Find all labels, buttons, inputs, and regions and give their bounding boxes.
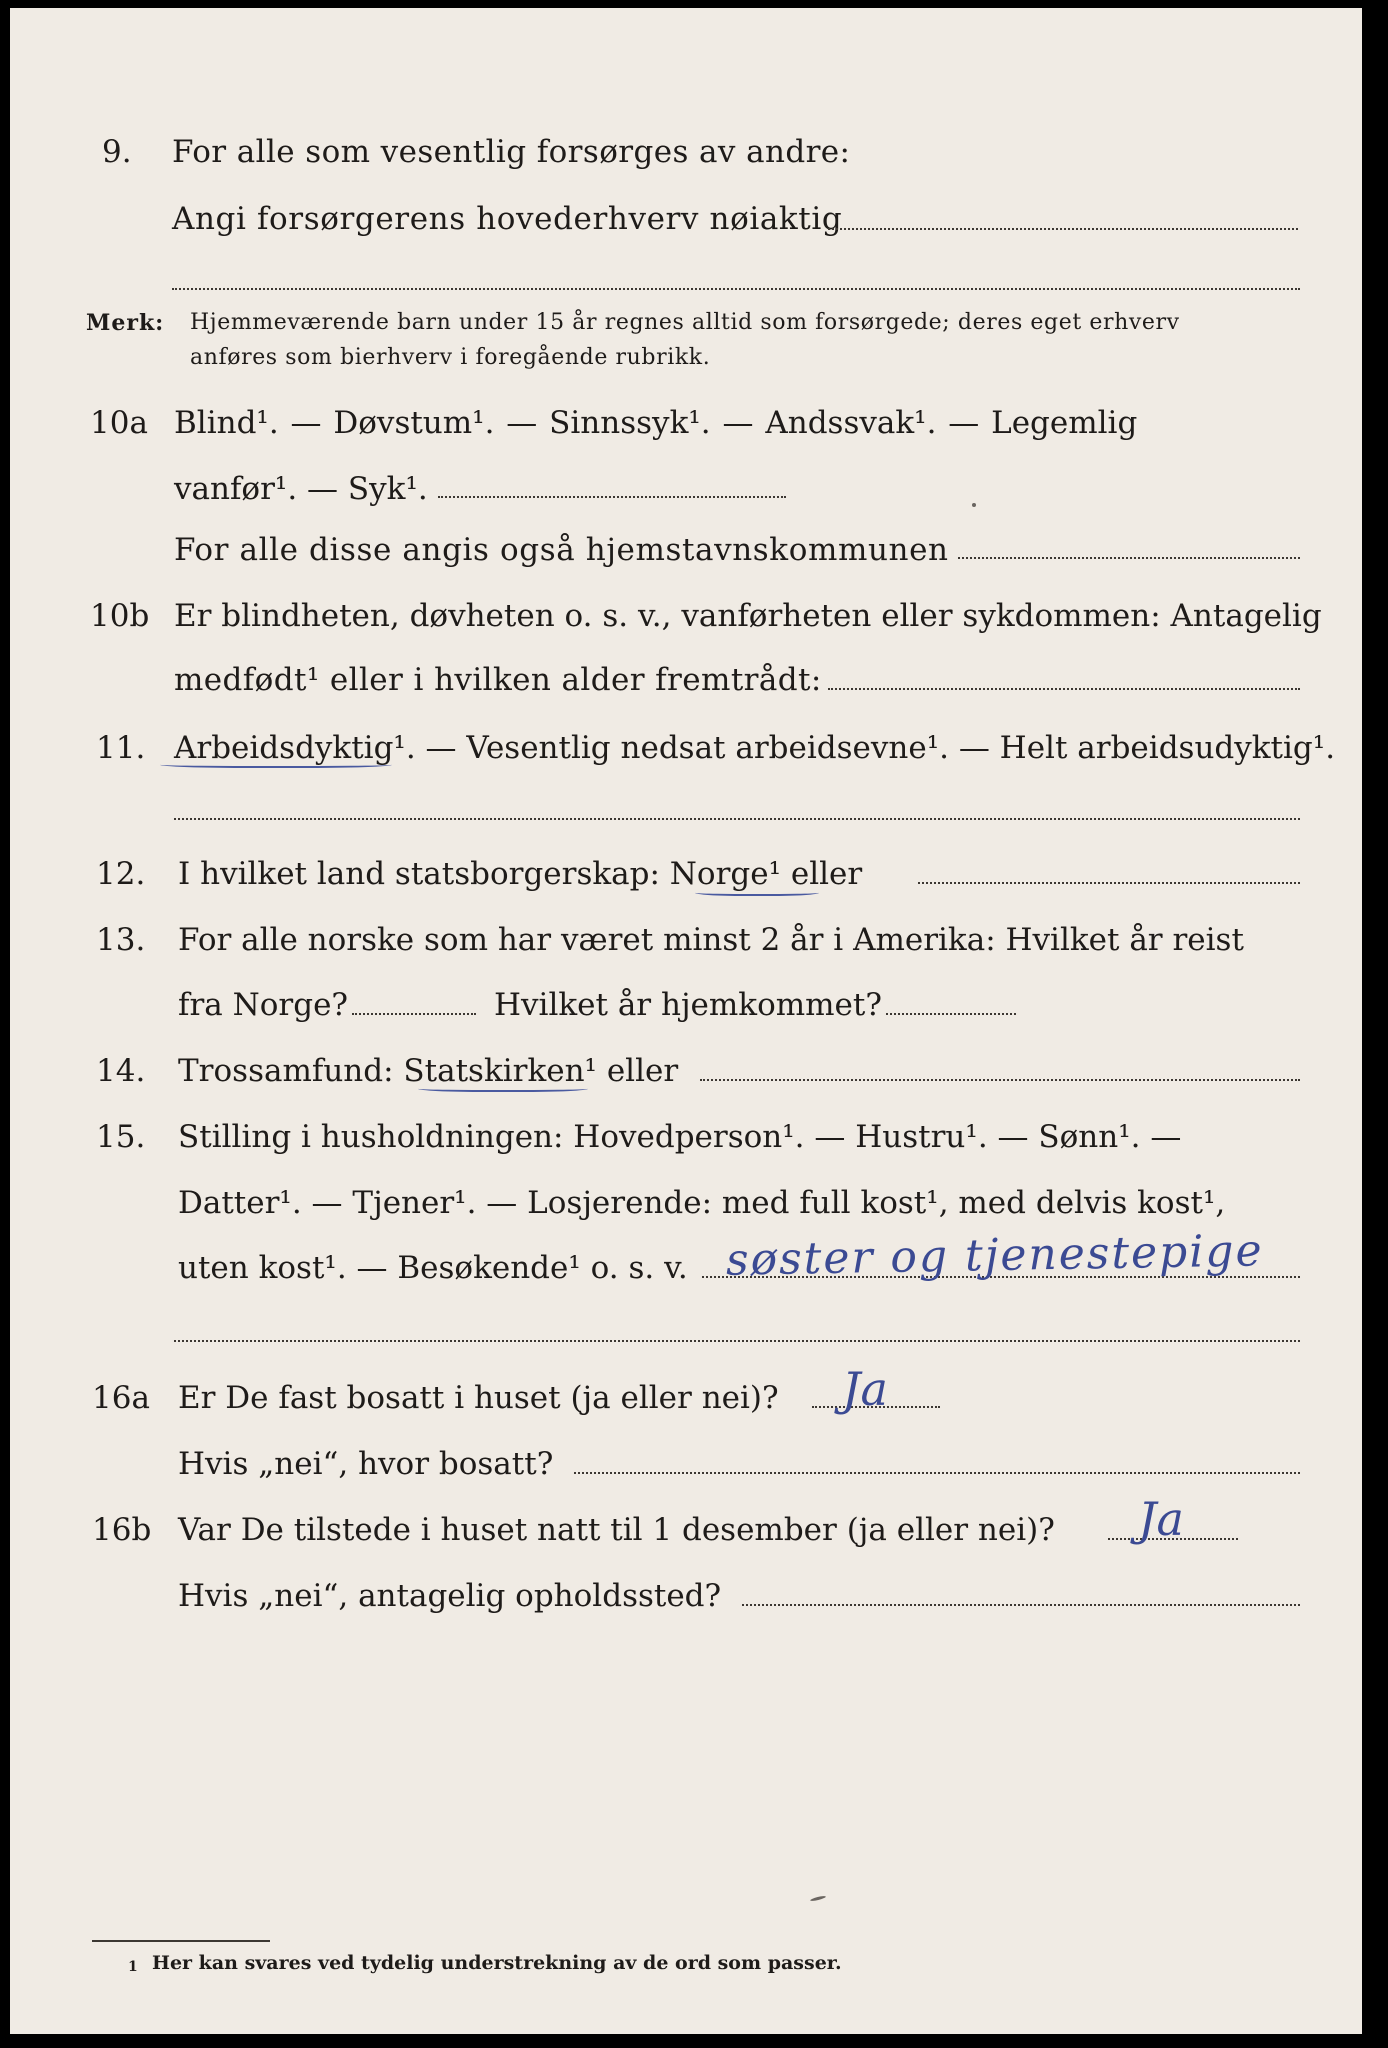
q15-number: 15. <box>96 1119 146 1155</box>
q15-line1: Stilling i husholdningen: Hovedperson¹. — Hustru¹. — Sønn¹. — <box>178 1119 1182 1155</box>
q16a-handwritten-answer: Ja <box>842 1362 888 1416</box>
q14-answer-line <box>700 1079 1300 1081</box>
q16b-handwritten-answer: Ja <box>1138 1492 1184 1546</box>
q9-answer-line <box>828 228 1298 230</box>
q11-handwritten-underline <box>160 760 392 768</box>
scan-edge-left <box>0 0 10 2048</box>
q10a-line2: vanfør¹. — Syk¹. <box>174 471 428 507</box>
q10b-line2: medfødt¹ eller i hvilken alder fremtrådt: <box>174 662 822 698</box>
q13-reist-line <box>352 1013 476 1015</box>
q11-extra-line <box>174 818 1300 820</box>
q10a-number: 10a <box>90 405 148 441</box>
q16b-line1: Var De tilstede i huset natt til 1 desember (ja eller nei)? <box>178 1512 1055 1548</box>
q9-number: 9. <box>102 134 132 170</box>
footnote-text: Her kan svares ved tydelig understrekning av de ord som passer. <box>152 1952 842 1974</box>
q16b-number: 16b <box>92 1512 152 1548</box>
q10b-answer-line <box>828 688 1300 690</box>
q9-extra-line <box>172 288 1300 290</box>
footnote-mark: 1 <box>128 1959 138 1975</box>
q12-handwritten-underline <box>695 888 819 896</box>
merk-line2: anføres som bierhverv i foregående rubrikk. <box>190 345 711 370</box>
q16a-number: 16a <box>92 1380 150 1416</box>
merk-label: Merk: <box>86 310 165 336</box>
q11-number: 11. <box>96 730 146 766</box>
q12-number: 12. <box>96 856 146 892</box>
q16a-line1: Er De fast bosatt i huset (ja eller nei)? <box>178 1380 779 1416</box>
q9-line1: For alle som vesentlig forsørges av andre: <box>172 134 851 170</box>
q13-line1: For alle norske som har været minst 2 år i Amerika: Hvilket år reist <box>178 922 1244 958</box>
q10b-line1: Er blindheten, døvheten o. s. v., vanførheten eller sykdommen: Antagelig <box>174 598 1322 634</box>
q11-line1: Arbeidsdyktig¹. — Vesentlig nedsat arbeidsevne¹. — Helt arbeidsudyktig¹. <box>174 730 1336 766</box>
q16b-line2: Hvis „nei“, antagelig opholdssted? <box>178 1578 722 1614</box>
q14-number: 14. <box>96 1053 146 1089</box>
q13-line2a: fra Norge? <box>178 987 349 1023</box>
scan-edge-bottom <box>0 2034 1388 2048</box>
q13-hjemkommet-line <box>886 1013 1016 1015</box>
q16b-opholdssted-line <box>742 1604 1300 1606</box>
q16a-line2: Hvis „nei“, hvor bosatt? <box>178 1446 554 1482</box>
q10a-hjemstavn-line <box>958 557 1300 559</box>
scan-edge-right <box>1362 0 1388 2048</box>
q9-line2: Angi forsørgerens hovederhverv nøiaktig <box>172 201 843 237</box>
q12-line1: I hvilket land statsborgerskap: Norge¹ eller <box>178 856 863 892</box>
q10a-line3: For alle disse angis også hjemstavnskommunen <box>174 532 949 568</box>
scan-edge-top <box>0 0 1388 8</box>
footnote-rule <box>92 1940 270 1942</box>
q10a-answer-line <box>438 496 786 498</box>
stray-mark <box>810 1895 826 1902</box>
q16a-bosatt-line <box>574 1472 1300 1474</box>
q10b-number: 10b <box>90 598 150 634</box>
q15-extra-line <box>174 1340 1300 1342</box>
q12-answer-line <box>918 882 1300 884</box>
q10a-line1: Blind¹. — Døvstum¹. — Sinnssyk¹. — Andssvak¹. — Legemlig <box>174 405 1138 441</box>
q15-handwritten-answer: søster og tjenestepige <box>725 1225 1264 1286</box>
q14-handwritten-underline <box>418 1084 588 1092</box>
q14-line1: Trossamfund: Statskirken¹ eller <box>178 1053 679 1089</box>
q13-line2b: Hvilket år hjemkommet? <box>494 987 882 1023</box>
q15-line3: uten kost¹. — Besøkende¹ o. s. v. <box>178 1250 688 1286</box>
q15-line2: Datter¹. — Tjener¹. — Losjerende: med full kost¹, med delvis kost¹, <box>178 1185 1226 1221</box>
q13-number: 13. <box>96 922 146 958</box>
stray-dot <box>972 503 976 507</box>
merk-line1: Hjemmeværende barn under 15 år regnes alltid som forsørgede; deres eget erhverv <box>190 310 1180 335</box>
